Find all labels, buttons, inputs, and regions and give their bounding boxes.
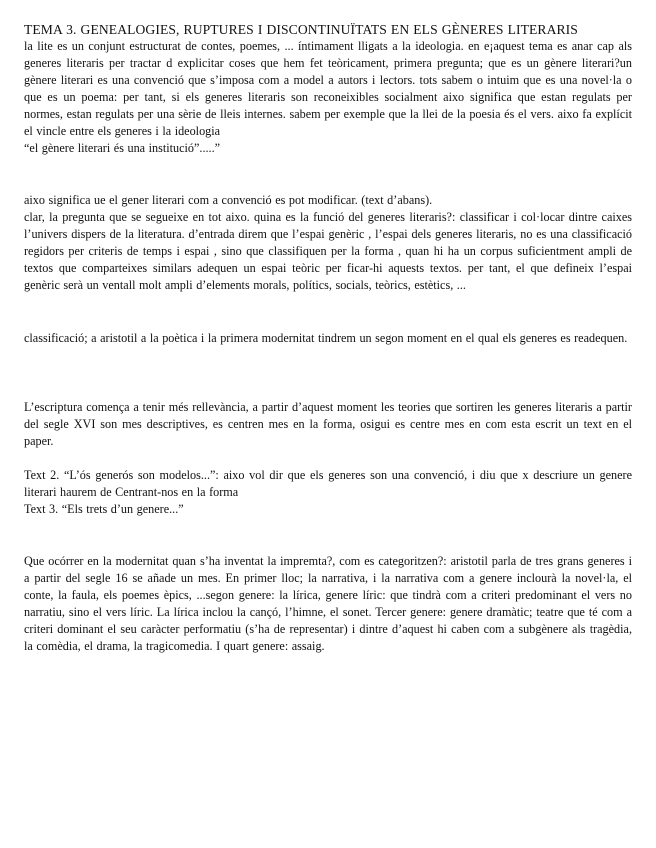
paragraph-text: la lite es un conjunt estructurat de contes, poemes, ... íntimament lligats a la ideologia. en e¡aquest tema es anar cap als generes literaris per tractar d explicitar coses que hem fet teòricament, primera pregunta; que es un gènere literari?un gènere literari es una convenció que s’imposa com a model a autors i lectors. tots sabem o intuim que es una novel·la o que es un poema: per tant, si els generes literaris son reconeixibles socialment aixo significa que estan regulats per normes, estan regulats per una sèrie de lleis internes. sabem per exemple que la llei de la poesia és el vers. aixo fa explícit el vincle entre els generes i la ideologia	[24, 39, 632, 138]
text-2-reference: Text 2. “L’ós generós son modelos...”: aixo vol dir que els generes son una convenció, i diu que x descriure un genere literari haurem de Centrant-nos en la forma	[24, 468, 632, 499]
paragraph-writing: L’escriptura comença a tenir més rellevància, a partir d’aquest moment les teories que sortiren les generes literaris a partir del segle XVI son mes descriptives, es centren mes en la forma, osigui es centre mes en com esta escrit un text en el paper.	[24, 400, 632, 448]
paragraph-genre-definition	[24, 38, 632, 157]
paragraph-modernity: Que ocórrer en la modernitat quan s’ha inventat la impremta?, com es categoritzen?: aristotil parla de tres grans generes i a partir del segle 16 se añade un mes. En primer lloc; la narrativa, i la narrativa com a genere inclourà la novel·la, el conte, la faula, els poemes èpics, ...segon genere: la lírica, genere líric: que tindrà com a criteri predominant el vers no narratiu, sino el vers líric. La lírica inclou la cançó, l’himne, el sonet. Tercer genere: genere dramàtic; teatre que té com a criteri dominant el seu caràcter performatiu (s’ha de representar) i dintre d’aquest hi caben com a subgènere als tragèdia, la comèdia, el drama, la tragicomedia. I quart genere: assaig.	[24, 554, 632, 653]
paragraph-genre-function	[24, 192, 632, 294]
text-references	[24, 467, 632, 518]
paragraph-text: aixo significa ue el gener literari com a convenció es pot modificar. (text d’abans).	[24, 193, 433, 207]
document-title: TEMA 3. GENEALOGIES, RUPTURES I DISCONTINUÏTATS EN ELS GÈNERES LITERARIS	[24, 22, 578, 37]
quote-text: “el gènere literari és una institució”.....”	[24, 141, 221, 155]
paragraph-classification: classificació; a aristotil a la poètica i la primera modernitat tindrem un segon moment en el qual els generes es readequen.	[24, 331, 628, 345]
text-3-reference: Text 3. “Els trets d’un genere...”	[24, 502, 184, 516]
paragraph-text: clar, la pregunta que se segueixe en tot aixo. quina es la funció del generes literaris?: classificar i col·locar dintre caixes l’univers dispers de la literatura. d’entrada direm que l’espai genèric , l’espai dels generes literaris, no es una classificació regidors per criteris de temps i espai , sino que classifiquen per la forma , quan hi ha un corpus suficientment ampli de textos que comparteixes similars adequen un espai teòric per ficar-hi aquests textos. per tant, el que defineix l’espai genèric serà un ventall molt ampli d’elements morals, polítics, socials, teòrics, estètics, ...	[24, 210, 632, 292]
